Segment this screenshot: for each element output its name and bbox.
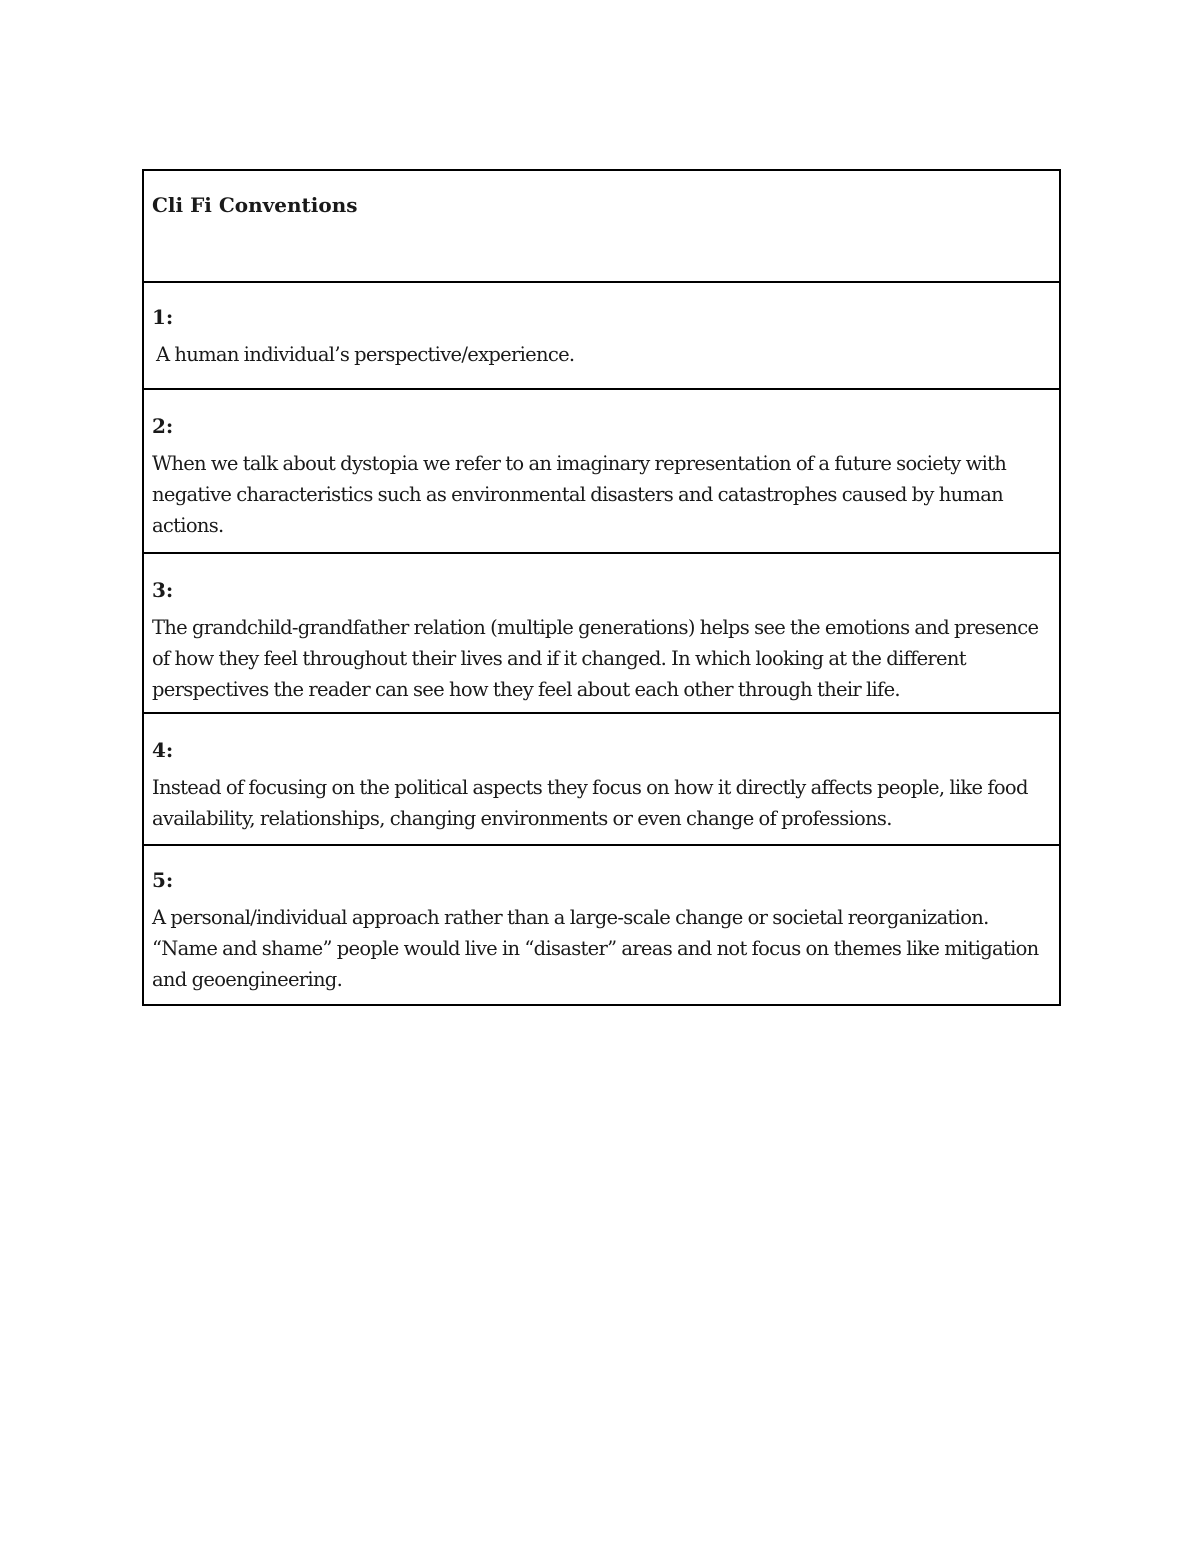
row-number: 1: — [152, 305, 174, 329]
row-number: 4: — [152, 738, 174, 762]
row-number: 5: — [152, 868, 174, 892]
table-row — [144, 844, 1059, 1004]
row-number: 2: — [152, 414, 174, 438]
row-text: Instead of focusing on the political aspects they focus on how it directly affects people, like food availability, relationships, changing environments or even change of professions. — [152, 776, 1028, 830]
conventions-table — [142, 169, 1061, 1006]
table-row — [144, 712, 1059, 844]
row-text: The grandchild-grandfather relation (multiple generations) helps see the emotions and presence of how they feel throughout their lives and if it changed. In which looking at the different perspectives the reader can see how they feel about each other through their life. — [152, 616, 1039, 701]
table-row — [144, 552, 1059, 712]
table-row — [144, 281, 1059, 388]
table-row — [144, 388, 1059, 552]
row-number: 3: — [152, 578, 174, 602]
row-text: A personal/individual approach rather than a large-scale change or societal reorganization. “Name and shame” people would live in “disaster” areas and not focus on themes like mitigation and geoengineering. — [152, 906, 1039, 991]
row-text: When we talk about dystopia we refer to an imaginary representation of a future society with negative characteristics such as environmental disasters and catastrophes caused by human actions. — [152, 452, 1007, 537]
row-text: A human individual’s perspective/experience. — [156, 343, 575, 366]
table-header-row — [144, 171, 1059, 281]
table-title: Cli Fi Conventions — [152, 193, 358, 217]
